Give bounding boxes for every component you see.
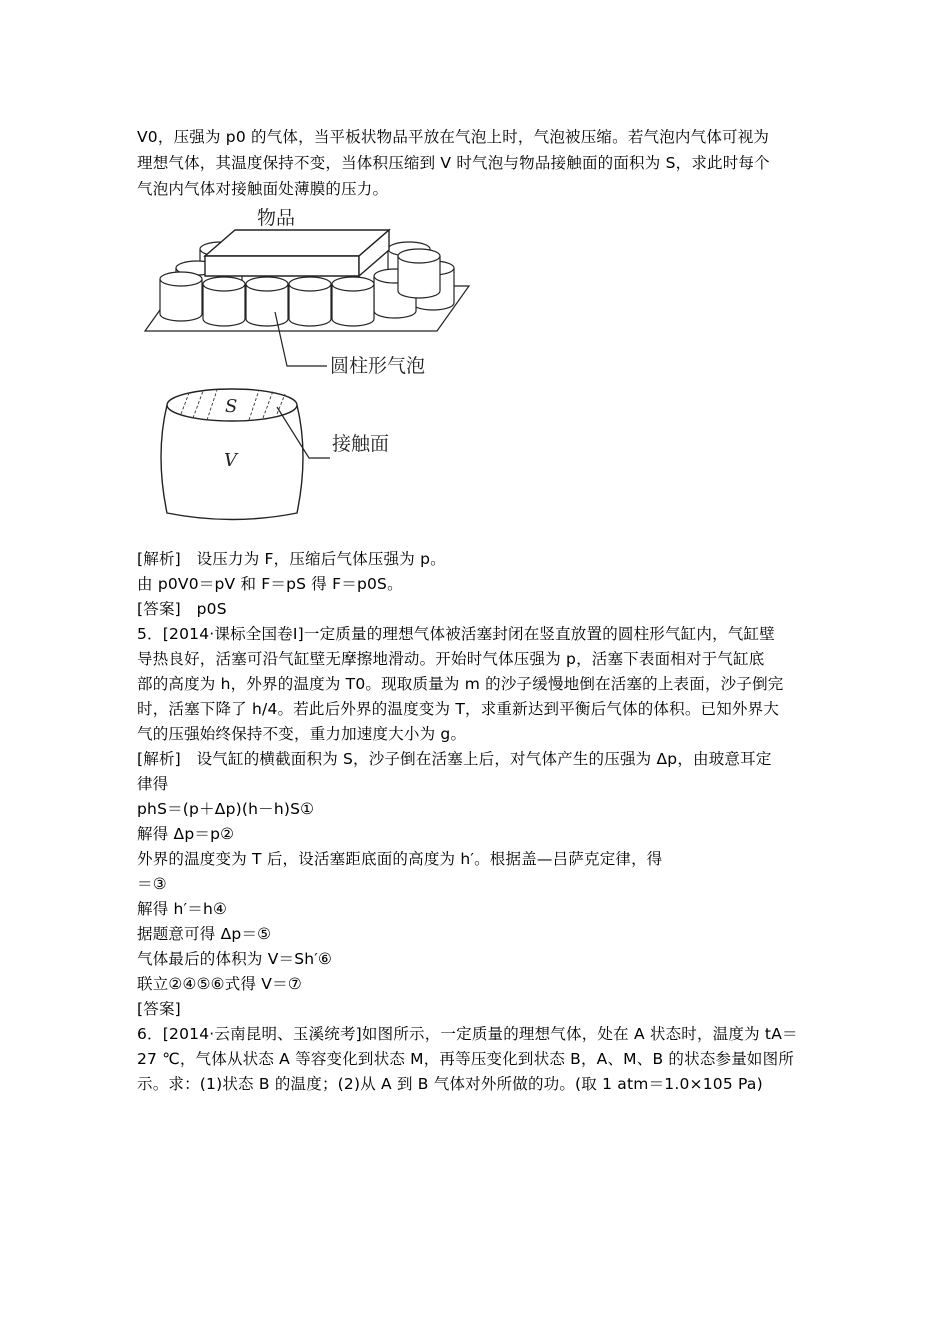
label-V: V xyxy=(224,450,237,471)
text-line: 气的压强始终保持不变，重力加速度大小为 g。 xyxy=(137,725,467,743)
text-line: [解析] 设压力为 F，压缩后气体压强为 p。 xyxy=(137,550,446,568)
text-line: 部的高度为 h，外界的温度为 T0。现取质量为 m 的沙子缓慢地倒在活塞的上表面，沙子倒完 xyxy=(137,675,784,693)
text-line: 由 p0V0＝pV 和 F＝pS 得 F＝p0S。 xyxy=(137,575,403,593)
label-item: 物品 xyxy=(257,207,296,229)
text-line: 5．[2014·课标全国卷Ⅰ]一定质量的理想气体被活塞封闭在竖直放置的圆柱形气缸内，气缸壁 xyxy=(137,625,775,643)
text-line: phS＝(p＋Δp)(h－h)S① xyxy=(137,800,315,818)
text-line: 外界的温度变为 T 后，设活塞距底面的高度为 h′。根据盖—吕萨克定律，得 xyxy=(137,850,663,868)
text-line: ＝③ xyxy=(137,875,167,893)
label-bubble: 圆柱形气泡 xyxy=(330,355,426,377)
text-line: 解得 Δp＝p② xyxy=(137,825,235,843)
text-line: 示。求：(1)状态 B 的温度；(2)从 A 到 B 气体对外所做的功。(取 1 atm＝1.0×105 Pa) xyxy=(137,1075,763,1093)
text-line: 律得 xyxy=(137,775,169,793)
text-line: 解得 h′＝h④ xyxy=(137,900,228,918)
text-line: 时，活塞下降了 h/4。若此后外界的温度变为 T，求重新达到平衡后气体的体积。已知外界大 xyxy=(137,700,780,718)
text-line: 据题意可得 Δp＝⑤ xyxy=(137,925,272,943)
text-line: [答案] p0S xyxy=(137,600,227,618)
text-line: 联立②④⑤⑥式得 V＝⑦ xyxy=(137,975,302,993)
text-line: 气泡内气体对接触面处薄膜的压力。 xyxy=(137,180,389,198)
text-line: [答案] xyxy=(137,1000,181,1018)
text-line: 6．[2014·云南昆明、玉溪统考]如图所示，一定质量的理想气体，处在 A 状态时，温度为 tA＝ xyxy=(137,1025,798,1043)
text-line: V0，压强为 p0 的气体，当平板状物品平放在气泡上时，气泡被压缩。若气泡内气体可视为 xyxy=(137,128,770,146)
text-line: [解析] 设气缸的横截面积为 S，沙子倒在活塞上后，对气体产生的压强为 Δp，由玻意耳定 xyxy=(137,750,772,768)
text-line: 理想气体，其温度保持不变，当体积压缩到 V 时气泡与物品接触面的面积为 S，求此时每个 xyxy=(137,154,770,172)
text-line: 气体最后的体积为 V＝Sh′⑥ xyxy=(137,950,333,968)
label-surface: 接触面 xyxy=(332,433,390,455)
text-line: 导热良好，活塞可沿气缸壁无摩擦地滑动。开始时气体压强为 p，活塞下表面相对于气缸底 xyxy=(137,650,765,668)
item-board xyxy=(205,230,389,256)
text-line: 27 ℃，气体从状态 A 等容变化到状态 M，再等压变化到状态 B，A、M、B 的状态参量如图所 xyxy=(137,1050,795,1068)
bubble-wrap-figure xyxy=(137,200,477,530)
label-S: S xyxy=(225,396,238,417)
